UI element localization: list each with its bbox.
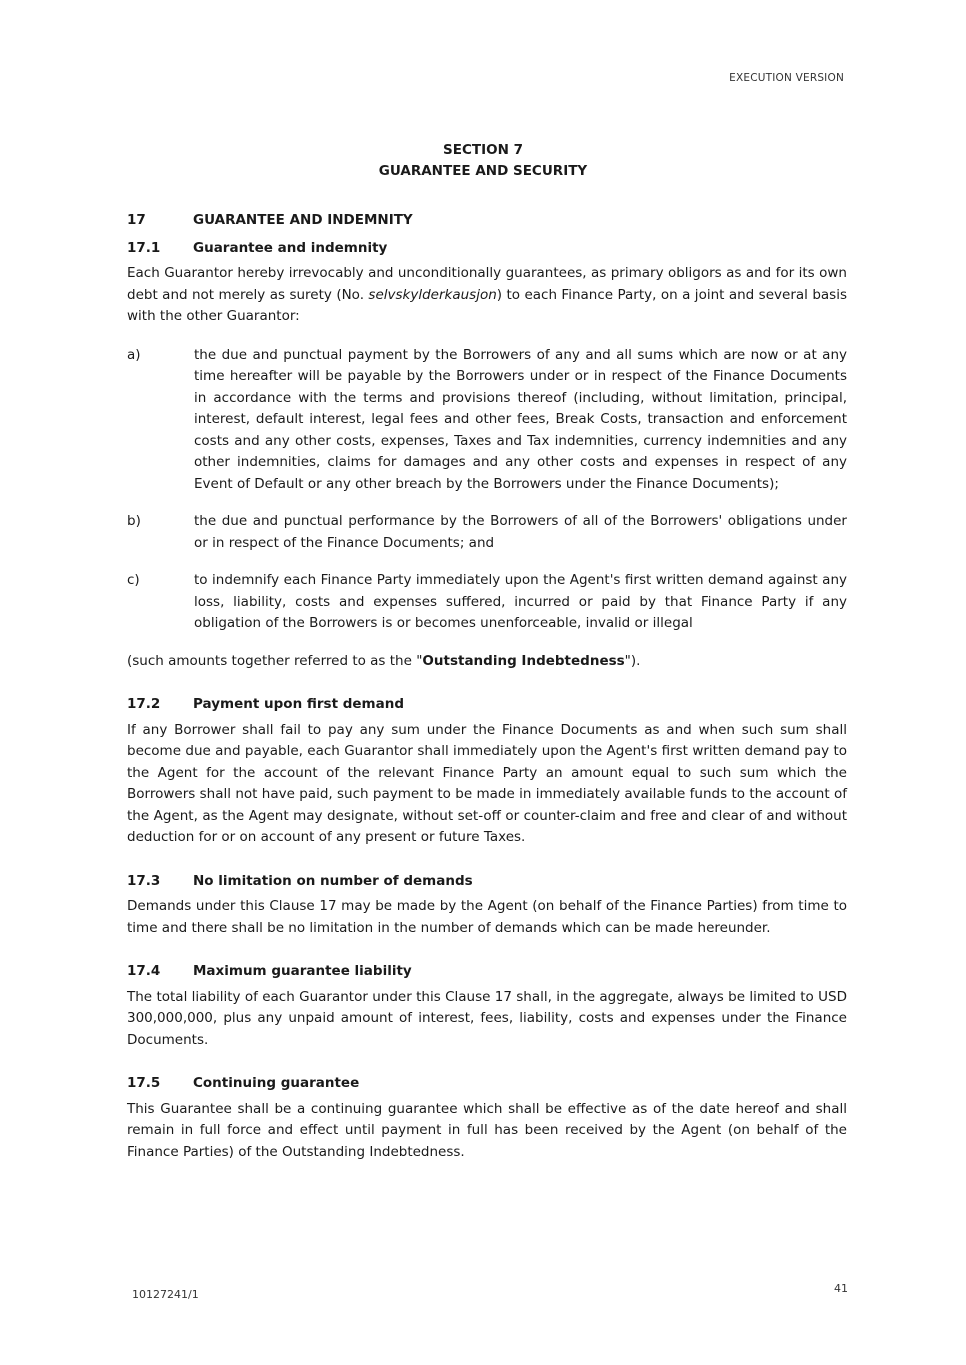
clause-17-2-text: If any Borrower shall fail to pay any sum under the Finance Documents as and when such sum shall become due and payable, each Guarantor shall immediately upon the Agent's first written demand pay to the Agent for the account of the relevant Finance Party an amount equal to such sum which the Borrowers shall not have paid, such payment to be made in immediately available funds to the account of the Agent, as the Agent may designate, without set-off or counter-claim and free and clear of and without deduction for or on account of any present or future Taxes.	[127, 721, 847, 845]
clause-title: GUARANTEE AND INDEMNITY	[193, 212, 413, 228]
clause-title: Maximum guarantee liability	[193, 963, 412, 979]
document-reference: 10127241/1	[132, 1288, 199, 1301]
clause-number: 17.2	[127, 696, 161, 712]
list-item	[127, 345, 847, 496]
clause-number: 17.1	[127, 239, 161, 256]
guarantee-list	[127, 345, 847, 635]
clause-17-1-text	[127, 263, 847, 328]
list-item-label: c)	[127, 572, 140, 588]
clause-title: Guarantee and indemnity	[193, 239, 388, 256]
text-segment: ) to each Finance Party, on a joint and several basis with the other Guarantor:	[127, 286, 847, 324]
document-body	[127, 210, 847, 1163]
clause-17-5-text: This Guarantee shall be a continuing guarantee which shall be effective as of the date hereof and shall remain in full force and effect until payment in full has been received by the Agent (on behalf of the Finance Parties) of the Outstanding Indebtedness.	[127, 1100, 847, 1160]
text-segment: ").	[624, 652, 641, 669]
clause-number: 17.4	[127, 963, 161, 979]
list-item	[127, 570, 847, 635]
list-item-text: the due and punctual payment by the Borrowers of any and all sums which are now or at any time hereafter will be payable by the Borrowers under or in respect of the Finance Documents in accordance with the terms and provisions thereof (including, without limitation, principal, interest, default interest, legal fees and other fees, Break Costs, transaction and enforcement costs and any other costs, expenses, Taxes and Tax indemnities, currency indemnities and any other indemnities, claims for damages and any other costs and expenses in respect of any Event of Default or any other breach by the Borrowers under the Finance Documents);	[194, 346, 847, 492]
clause-title: Payment upon first demand	[193, 696, 404, 712]
clause-number: 17.5	[127, 1075, 161, 1091]
text-segment: (such amounts together referred to as the "	[127, 652, 423, 669]
section-number: SECTION 7	[443, 142, 523, 158]
clause-17-3-text: Demands under this Clause 17 may be made by the Agent (on behalf of the Finance Parties) from time to time and there shall be no limitation in the number of demands which can be made hereunder.	[127, 898, 847, 936]
clause-17-3-heading	[127, 871, 847, 893]
clause-17-1-heading	[127, 238, 847, 260]
section-title: GUARANTEE AND SECURITY	[378, 163, 588, 179]
clause-17-2-heading	[127, 694, 847, 716]
clause-17-4-heading	[127, 961, 847, 983]
clause-17-4-text: The total liability of each Guarantor under this Clause 17 shall, in the aggregate, always be limited to USD 300,000,000, plus any unpaid amount of interest, fees, liability, costs and expenses under the Finance Documents.	[127, 988, 847, 1048]
clause-number: 17	[127, 212, 146, 228]
clause-17-heading	[127, 210, 847, 232]
defined-term: Outstanding Indebtedness	[422, 652, 625, 669]
clause-title: Continuing guarantee	[193, 1075, 360, 1091]
page-number: 41	[834, 1282, 848, 1295]
italic-term: selvskylderkausjon	[368, 286, 497, 303]
execution-version-label: EXECUTION VERSION	[729, 72, 844, 84]
list-item-text: the due and punctual performance by the Borrowers of all of the Borrowers' obligations under or in respect of the Finance Documents; and	[194, 513, 847, 551]
list-item-label: a)	[127, 346, 141, 363]
text-segment: Each Guarantor hereby irrevocably and unconditionally guarantees, as primary obligors as and for its own debt and not merely as surety (No.	[127, 265, 847, 303]
clause-17-5-heading	[127, 1073, 847, 1095]
outstanding-indebtedness-definition	[127, 651, 847, 673]
section-heading	[0, 140, 966, 182]
clause-number: 17.3	[127, 872, 161, 889]
clause-title: No limitation on number of demands	[193, 872, 473, 889]
list-item-text: to indemnify each Finance Party immediately upon the Agent's first written demand against any loss, liability, costs and expenses suffered, incurred or paid by that Finance Party if any obligation of the Borrowers is or becomes unenforceable, invalid or illegal	[194, 572, 847, 631]
list-item	[127, 511, 847, 554]
list-item-label: b)	[127, 513, 141, 529]
